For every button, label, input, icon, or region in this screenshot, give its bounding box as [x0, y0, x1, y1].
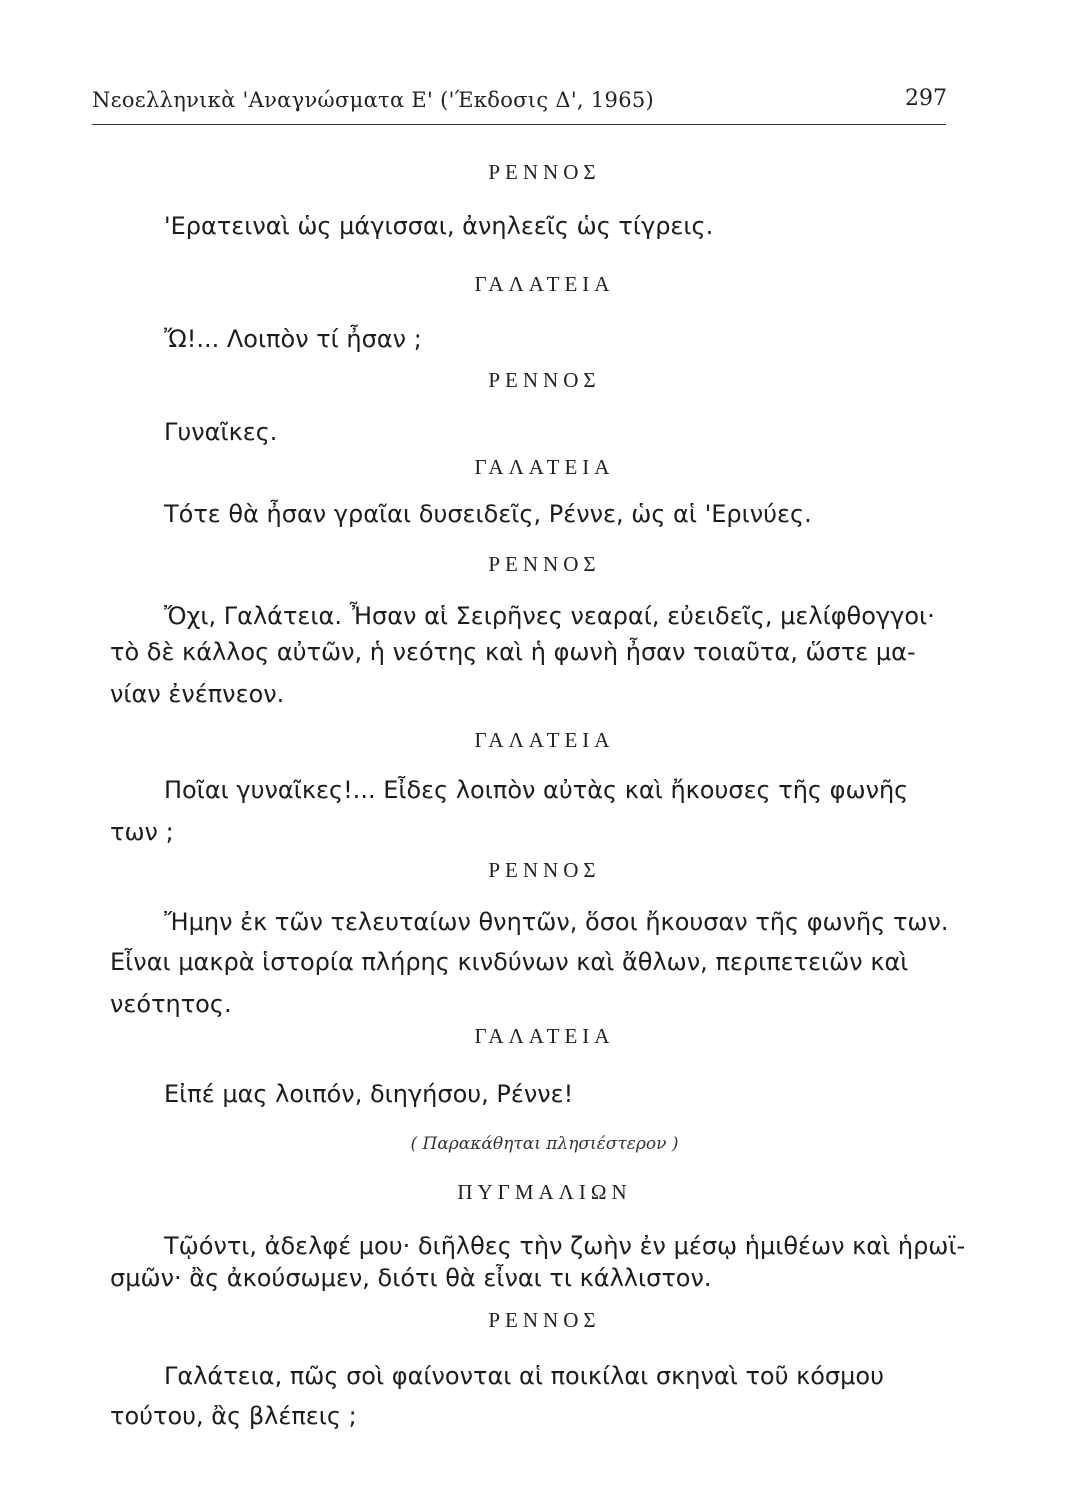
speaker-name: ΡΕΝΝΟΣ: [488, 552, 601, 576]
dialogue-line: Γυναῖκες.: [164, 418, 278, 446]
dialogue-line: Εἰπέ μας λοιπόν, διηγήσου, Ρέννε!: [164, 1080, 574, 1108]
dialogue-line: Ἤμην ἐκ τῶν τελευταίων θνητῶν, ὅσοι ἤκουσαν τῆς φωνῆς των.: [164, 908, 949, 936]
dialogue-line: σμῶν· ἂς ἀκούσωμεν, διότι θὰ εἶναι τι κάλλιστον.: [110, 1264, 712, 1292]
dialogue-line: 'Ερατειναὶ ὡς μάγισσαι, ἀνηλεεῖς ὡς τίγρεις.: [164, 212, 714, 240]
running-title: Νεοελληνικὰ 'Αναγνώσματα Ε' ('Έκδοσις Δ', 1965): [92, 88, 655, 112]
speaker-name: ΓΑΛΑΤΕΙΑ: [474, 455, 615, 479]
dialogue-line: νίαν ἐνέπνεον.: [110, 680, 285, 708]
dialogue-line: Ὤ!... Λοιπὸν τί ἦσαν ;: [164, 325, 422, 353]
dialogue-line: νεότητος.: [110, 990, 232, 1018]
dialogue-line: Ὄχι, Γαλάτεια. Ἦσαν αἱ Σειρῆνες νεαραί, εὐειδεῖς, μελίφθογγοι·: [164, 602, 935, 630]
header-rule: [92, 124, 946, 125]
speaker-name: ΓΑΛΑΤΕΙΑ: [474, 1024, 615, 1048]
speaker-name: ΡΕΝΝΟΣ: [488, 858, 601, 882]
dialogue-line: τὸ δὲ κάλλος αὐτῶν, ἡ νεότης καὶ ἡ φωνὴ ἦσαν τοιαῦτα, ὥστε μα-: [110, 638, 916, 666]
speaker-name: ΓΑΛΑΤΕΙΑ: [474, 728, 615, 752]
page-number: 297: [905, 86, 947, 111]
dialogue-line: Ποῖαι γυναῖκες!... Εἶδες λοιπὸν αὐτὰς καὶ ἤκουσες τῆς φωνῆς: [164, 776, 909, 804]
dialogue-line: Εἶναι μακρὰ ἱστορία πλήρης κινδύνων καὶ ἄθλων, περιπετειῶν καὶ: [110, 948, 909, 976]
speaker-name: ΓΑΛΑΤΕΙΑ: [474, 272, 615, 296]
speaker-name: ΡΕΝΝΟΣ: [488, 368, 601, 392]
dialogue-line: Γαλάτεια, πῶς σοὶ φαίνονται αἱ ποικίλαι σκηναὶ τοῦ κόσμου: [164, 1362, 884, 1390]
stage-direction: ( Παρακάθηται πλησιέστερον ): [410, 1134, 679, 1154]
dialogue-line: τούτου, ἂς βλέπεις ;: [110, 1402, 357, 1430]
speaker-name: ΡΕΝΝΟΣ: [488, 1308, 601, 1332]
dialogue-line: Τότε θὰ ἦσαν γραῖαι δυσειδεῖς, Ρέννε, ὡς αἱ 'Ερινύες.: [164, 500, 812, 528]
dialogue-line: Τῷόντι, ἀδελφέ μου· διῆλθες τὴν ζωὴν ἐν μέσῳ ἡμιθέων καὶ ἡρωϊ-: [164, 1232, 966, 1260]
speaker-name: ΡΕΝΝΟΣ: [488, 160, 601, 184]
dialogue-line: των ;: [110, 818, 174, 846]
speaker-name: ΠΥΓΜΑΛΙΩΝ: [457, 1180, 632, 1204]
